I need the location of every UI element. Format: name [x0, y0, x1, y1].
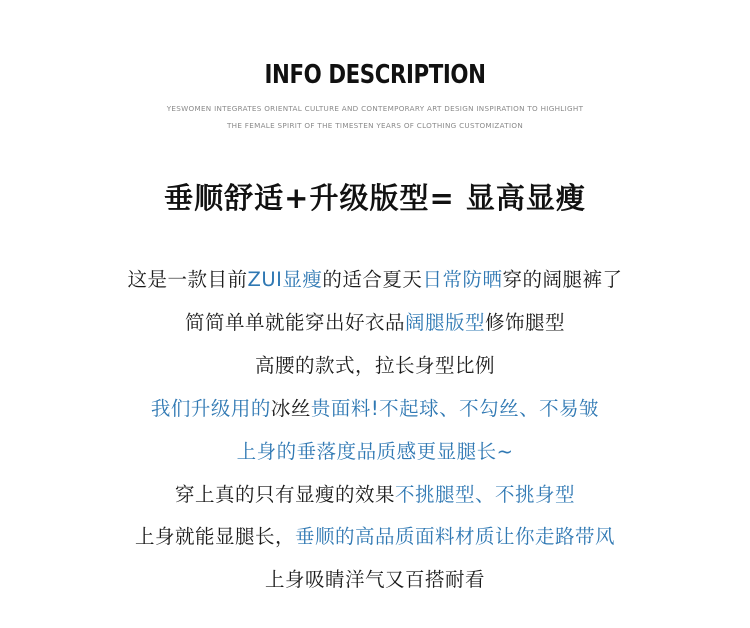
- highlight-segment: 贵面料!: [310, 397, 380, 420]
- text-segment: 高腰的款式，拉长身型比例: [254, 354, 495, 377]
- highlight-segment: 不挑腿型、不挑身型: [395, 483, 576, 506]
- header-title: INFO DESCRIPTION: [264, 60, 486, 90]
- description-line-3: [0, 350, 750, 378]
- description-line-4: [0, 393, 750, 421]
- highlight-segment: 日常防晒: [422, 268, 503, 291]
- description-line-5: [0, 436, 750, 464]
- highlight-segment: 不起球、不勾丝、不易皱: [379, 397, 600, 420]
- text-segment: 简简单单就能穿出好衣品: [184, 311, 405, 334]
- header-subtitle-line-1: YESWOMEN INTEGRATES ORIENTAL CULTURE AND CONTEMPORARY ART DESIGN INSPIRATION TO HIGHLIGHT: [166, 104, 584, 113]
- header-subtitle-line-2: THE FEMALE SPIRIT OF THE TIMESTEN YEARS OF CLOTHING CUSTOMIZATION: [226, 121, 524, 130]
- text-segment: 上身就能显腿长，: [134, 525, 295, 548]
- headline: 垂顺舒适+升级版型= 显高显瘦: [164, 181, 586, 215]
- text-segment: 穿上真的只有显瘦的效果: [174, 483, 395, 506]
- highlight-segment: 垂顺的高品质面料材质让你走路带风: [295, 525, 616, 548]
- description-line-2: [0, 307, 750, 335]
- text-segment: 穿的阔腿裤了: [502, 268, 623, 291]
- highlight-segment: 我们升级用的: [150, 397, 271, 420]
- description-line-6: [0, 479, 750, 507]
- highlight-segment: 阔腿版型: [404, 311, 485, 334]
- highlight-segment: ZUI显瘦: [247, 268, 323, 291]
- highlight-segment: 上身的垂落度品质感更显腿长~: [236, 440, 514, 463]
- text-segment: 冰丝: [270, 397, 311, 420]
- description-line-1: [0, 264, 750, 292]
- description-line-8: [0, 564, 750, 592]
- description-line-7: [0, 521, 750, 549]
- text-segment: 的适合夏天: [322, 268, 423, 291]
- text-segment: 上身吸睛洋气又百搭耐看: [264, 568, 485, 591]
- text-segment: 这是一款目前: [127, 268, 248, 291]
- text-segment: 修饰腿型: [485, 311, 566, 334]
